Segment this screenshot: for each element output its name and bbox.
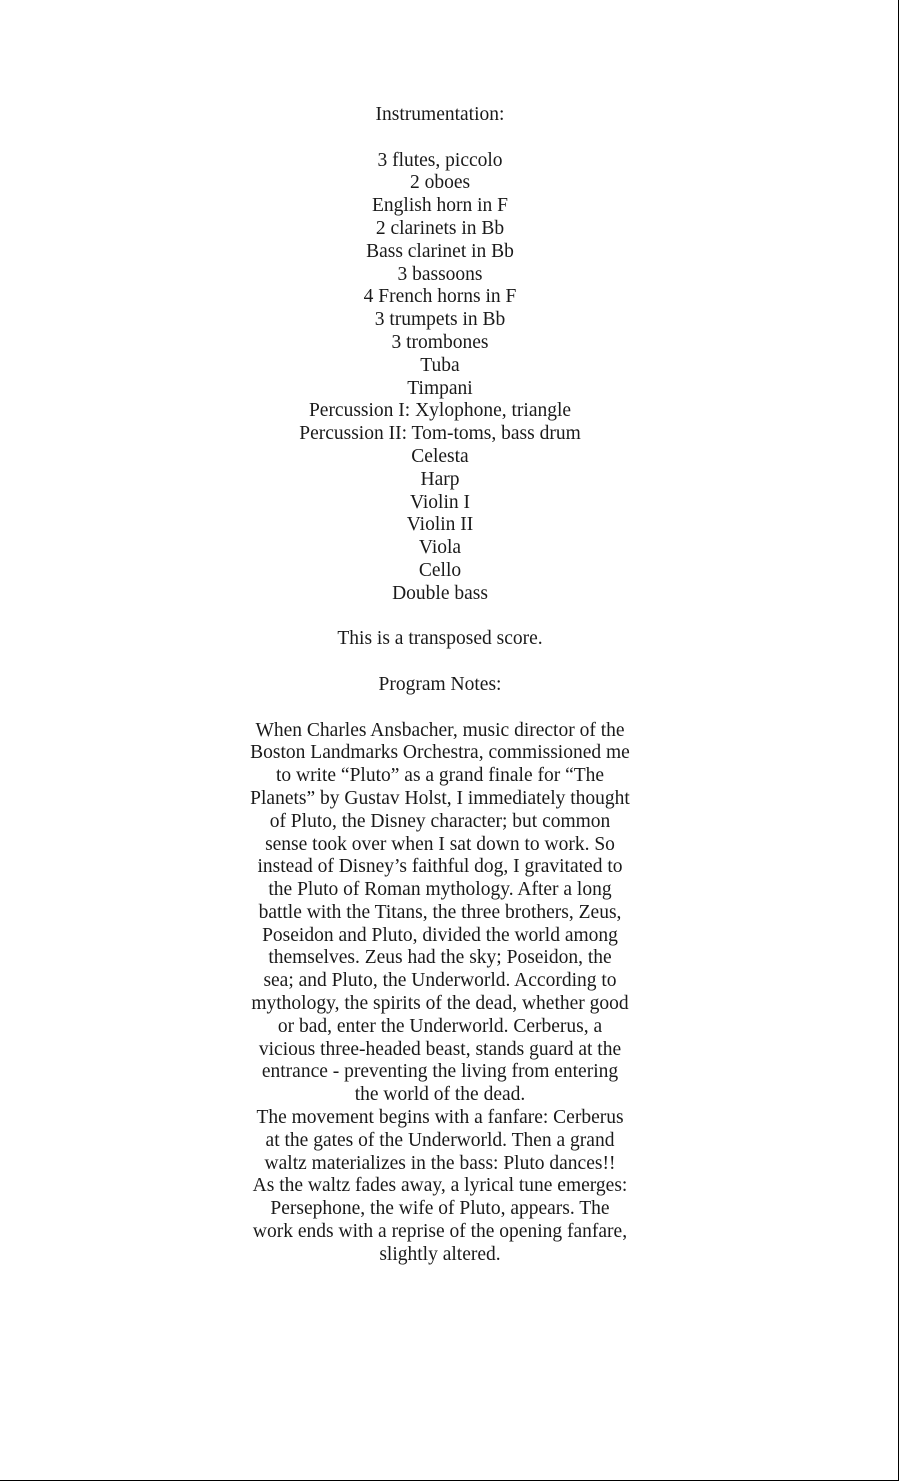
instrument-item: 3 trumpets in Bb (374, 309, 506, 331)
program-notes-line: Persephone, the wife of Pluto, appears. The (270, 1198, 610, 1220)
program-notes-line: work ends with a reprise of the opening fanfare, (252, 1221, 628, 1243)
instrument-list (220, 150, 660, 606)
program-notes-line: The movement begins with a fanfare: Cerberus (256, 1107, 624, 1129)
program-notes-line: Boston Landmarks Orchestra, commissioned me (250, 742, 630, 764)
program-notes-line: mythology, the spirits of the dead, whether good (251, 993, 629, 1015)
instrument-item: English horn in F (372, 195, 508, 217)
program-notes-line: sea; and Pluto, the Underworld. According to (263, 970, 617, 992)
program-notes-body (220, 720, 660, 1267)
instrumentation-heading: Instrumentation: (375, 104, 505, 125)
page-content (220, 104, 660, 1267)
instrument-item: Tuba (420, 354, 460, 376)
spacer (220, 606, 660, 629)
spacer (220, 697, 660, 720)
program-notes-line: of Pluto, the Disney character; but common (269, 810, 611, 832)
instrument-item: 2 oboes (409, 172, 471, 194)
instrument-item: Percussion II: Tom-toms, bass drum (299, 423, 581, 445)
instrument-item: Timpani (407, 377, 473, 399)
transposed-score-note: This is a transposed score. (337, 628, 543, 650)
program-notes-line: waltz materializes in the bass: Pluto dances!! (264, 1152, 616, 1174)
program-notes-line: the Pluto of Roman mythology. After a long (268, 879, 612, 901)
program-notes-line: at the gates of the Underworld. Then a grand (265, 1129, 615, 1151)
program-notes-line: vicious three-headed beast, stands guard at the (258, 1038, 622, 1060)
spacer (220, 651, 660, 674)
instrument-item: 4 French horns in F (363, 286, 517, 308)
program-notes-line: the world of the dead. (354, 1084, 526, 1106)
program-notes-line: battle with the Titans, the three brothers, Zeus, (258, 901, 622, 923)
instrument-item: Double bass (392, 582, 488, 604)
program-notes-line: themselves. Zeus had the sky; Poseidon, the (268, 947, 612, 969)
program-notes-line: As the waltz fades away, a lyrical tune emerges: (252, 1175, 628, 1197)
program-notes-line: instead of Disney’s faithful dog, I gravitated to (257, 856, 623, 878)
program-notes-heading: Program Notes: (378, 673, 502, 695)
instrument-item: 3 flutes, piccolo (377, 149, 503, 171)
program-notes-line: to write “Pluto” as a grand finale for “The (275, 765, 605, 787)
instrument-item: 3 bassoons (397, 263, 483, 285)
program-notes-line: entrance - preventing the living from entering (261, 1061, 619, 1083)
instrument-item: Cello (418, 559, 462, 581)
program-notes-line: Planets” by Gustav Holst, I immediately thought (250, 787, 630, 809)
instrument-item: 3 trombones (391, 331, 489, 353)
instrument-item: Violin I (409, 491, 471, 513)
program-notes-line: When Charles Ansbacher, music director of the (255, 719, 625, 741)
program-notes-line: sense took over when I sat down to work. So (265, 833, 615, 855)
program-notes-line: Poseidon and Pluto, divided the world among (262, 924, 618, 946)
program-notes-line: slightly altered. (379, 1243, 501, 1265)
instrument-item: Percussion I: Xylophone, triangle (308, 400, 572, 422)
spacer (220, 127, 660, 150)
instrument-item: Bass clarinet in Bb (366, 240, 514, 262)
instrument-item: Viola (418, 537, 462, 559)
instrument-item: Harp (420, 468, 460, 490)
instrument-item: Violin II (406, 514, 474, 536)
program-notes-line: or bad, enter the Underworld. Cerberus, a (277, 1015, 603, 1037)
instrument-item: Celesta (411, 445, 469, 467)
instrument-item: 2 clarinets in Bb (375, 217, 505, 239)
